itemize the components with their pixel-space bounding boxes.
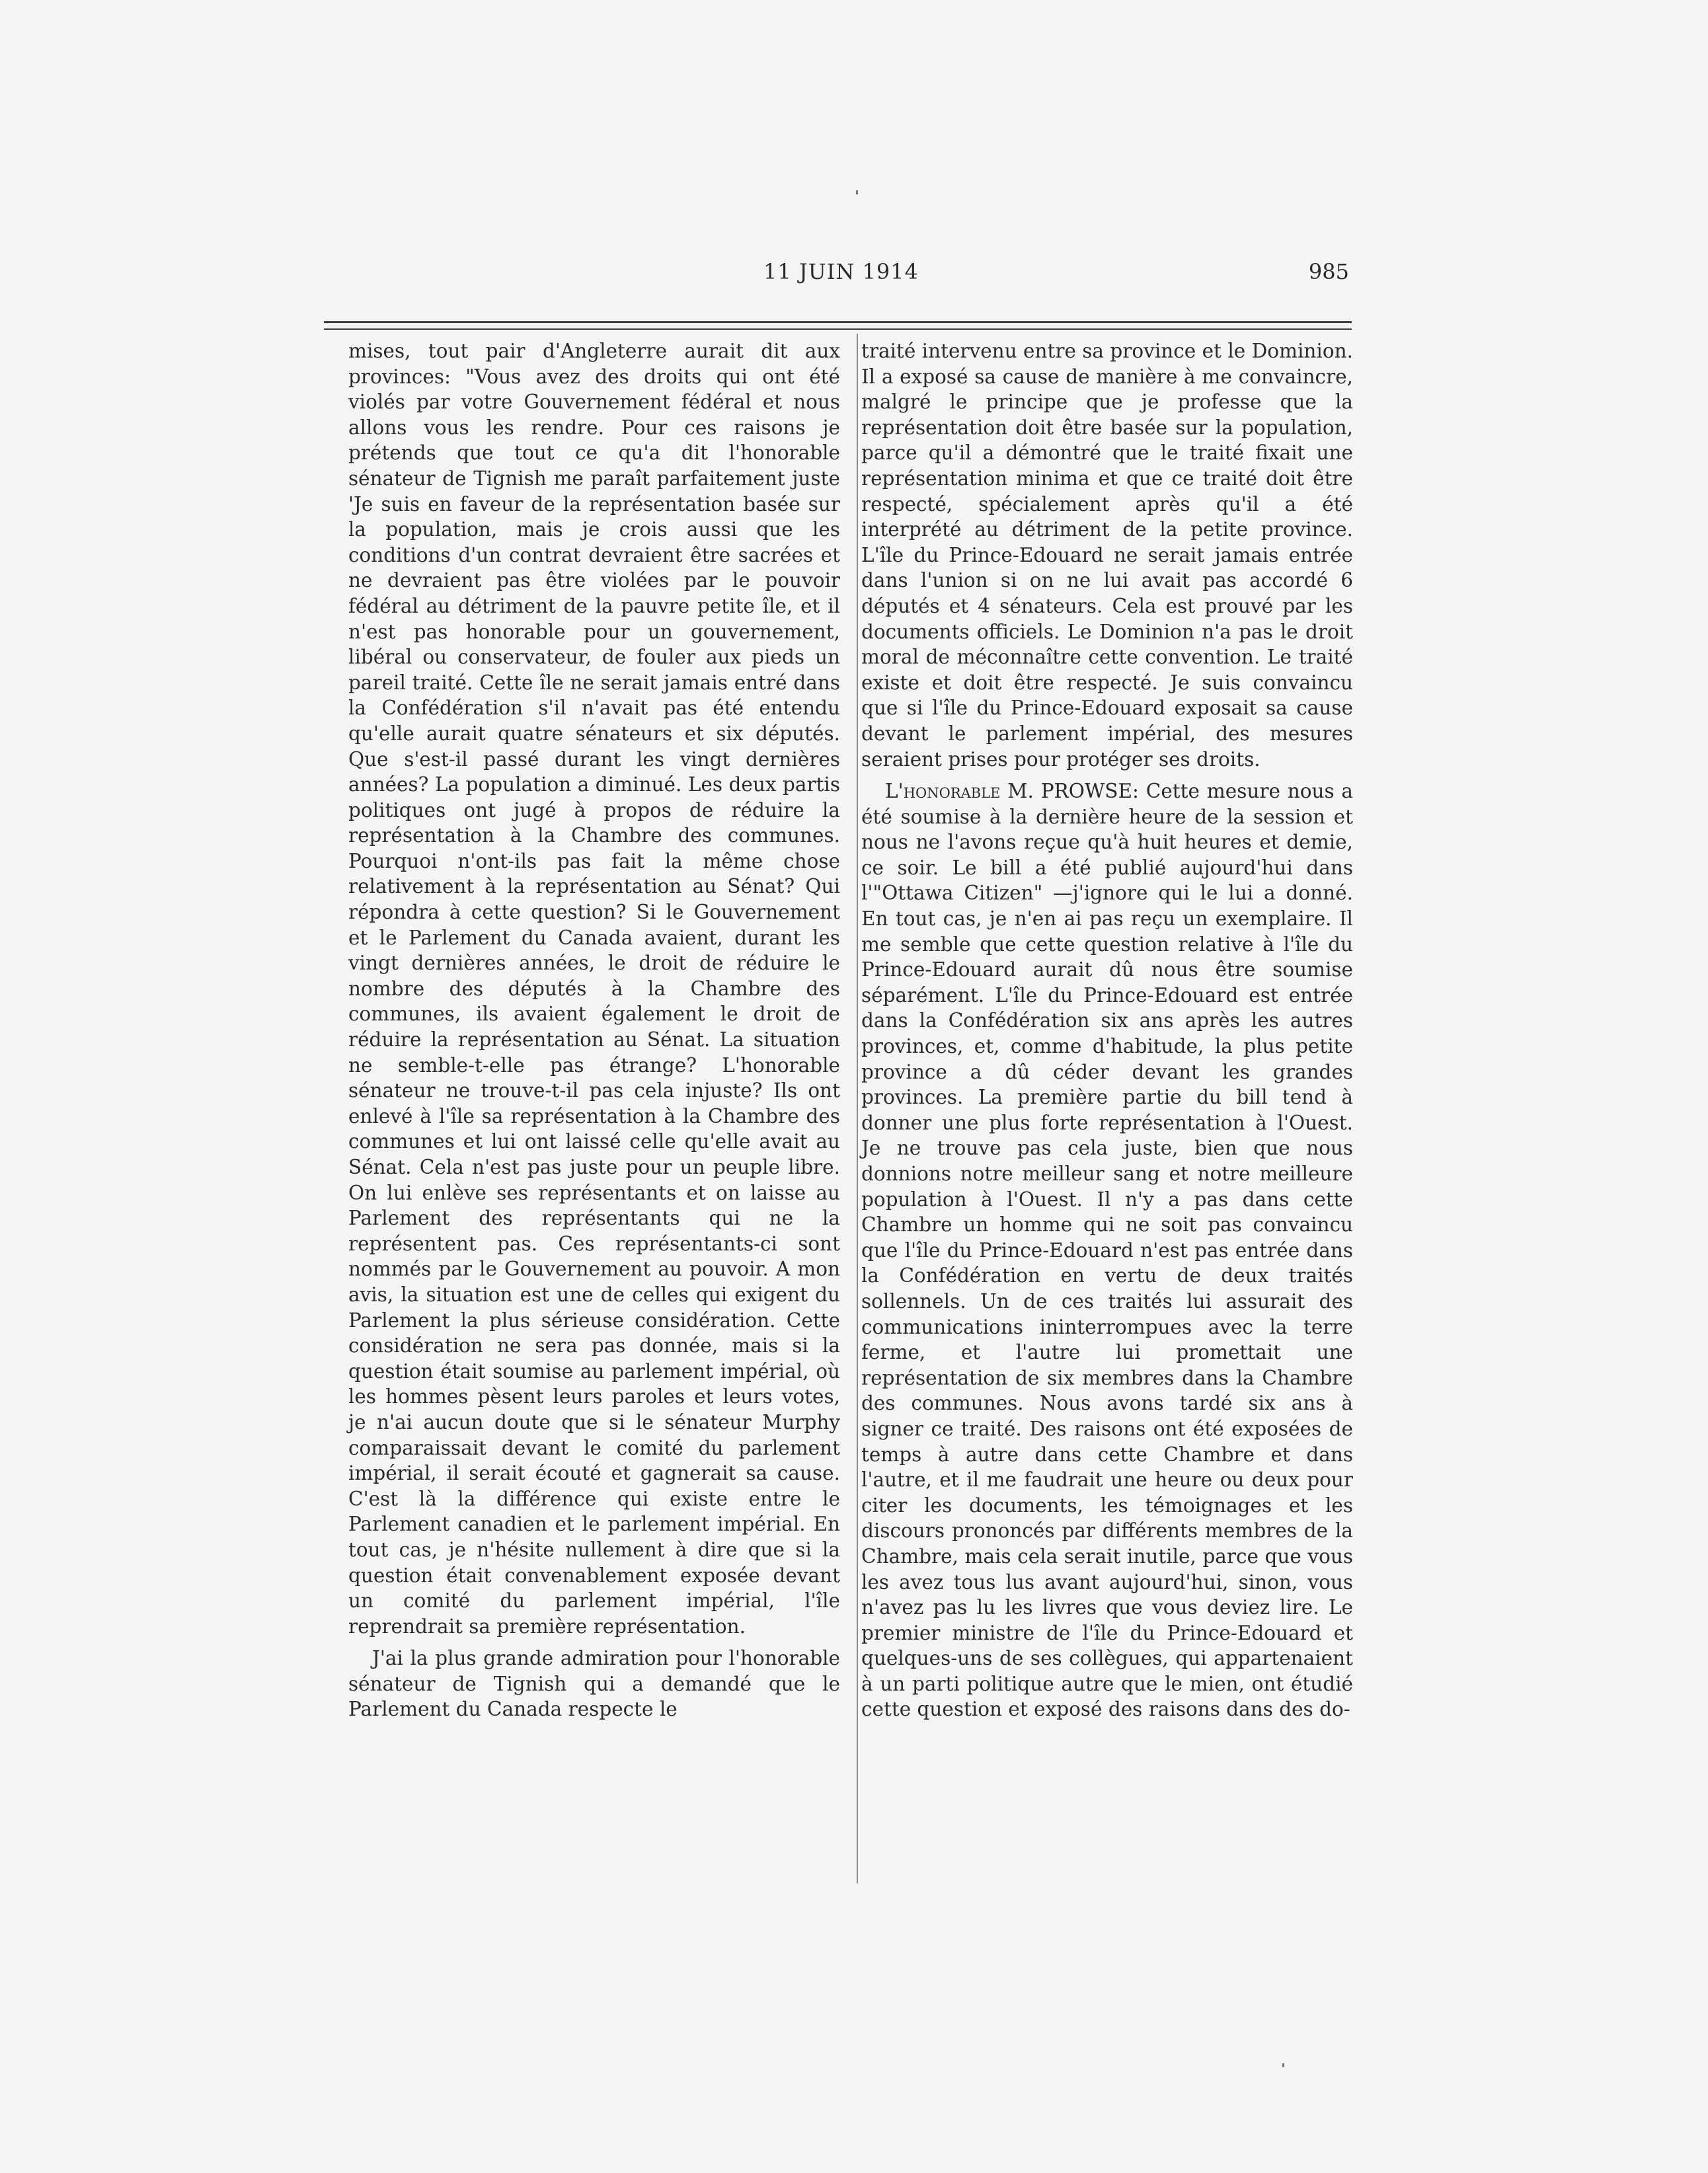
page-number: 985 [1308, 259, 1349, 284]
running-header [330, 259, 1352, 293]
left-column [348, 338, 840, 1722]
right-column [861, 338, 1353, 1722]
print-speck [856, 190, 858, 194]
print-speck [1282, 2063, 1284, 2067]
left-paragraph-2: J'ai la plus grande admiration pour l'honorable sénateur de Tignish qui a demandé que le Parlement du Canada respecte le [348, 1647, 840, 1721]
right-paragraph-2 [861, 779, 1353, 1722]
header-rule-bottom [324, 328, 1352, 330]
right-paragraph-1: traité intervenu entre sa province et le Dominion. Il a exposé sa cause de manière à me convaincre, malgré le principe que je professe que la représentation doit être basée sur la population, parce qu'il a démontré que le traité fixait une représentation minima et que ce traité doit être respecté, spécialement après qu'il a été interprété au détriment de la petite province. L'île du Prince-Edouard ne serait jamais entrée dans l'union si on ne lui avait pas accordé 6 députés et 4 sénateurs. Cela est prouvé par les documents officiels. Le Dominion n'a pas le droit moral de méconnaître cette convention. Le traité existe et doit être respecté. Je suis convaincu que si l'île du Prince-Edouard exposait sa cause devant le parlement impérial, des mesures seraient prises pour protéger ses droits. [861, 340, 1353, 771]
speech-text: Cette mesure nous a été soumise à la dernière heure de la session et nous ne l'avons reçue qu'à huit heures et demie, ce soir. Le bill a été publié aujourd'hui dans l'"Ottawa Citizen" —j'ignore qui le lui a donné. En tout cas, je n'en ai pas reçu un exemplaire. Il me semble que cette question relative à l'île du Prince-Edouard aurait dû nous être soumise séparément. L'île du Prince-Edouard est entrée dans la Confédération six ans après les autres provinces, et, comme d'habitude, la plus petite province a dû céder devant les grandes provinces. La première partie du bill tend à donner une plus forte représentation à l'Ouest. Je ne trouve pas cela juste, bien que nous donnions notre meilleur sang et notre meilleure population à l'Ouest. Il n'y a pas dans cette Chambre un homme qui ne soit pas convaincu que l'île du Prince-Edouard n'est pas entrée dans la Confédération en vertu de deux traités sollennels. Un de ces traités lui assurait des communications ininterrompues avec la terre ferme, et l'autre lui promettait une représentation de six membres dans la Chambre des communes. Nous avons tardé six ans à signer ce traité. Des raisons ont été exposées de temps à autre dans cette Chambre et dans l'autre, et il me faudrait une heure ou deux pour citer les documents, les témoignages et les discours prononcés par différents membres de la Chambre, mais cela serait inutile, parce que vous les avez tous lus avant aujourd'hui, sinon, vous n'avez pas lu les livres que vous deviez lire. Le premier ministre de l'île du Prince-Edouard et quelques-uns de ses collègues, qui appartenaient à un parti politique autre que le mien, ont étudié cette question et exposé des raisons dans des do- [861, 780, 1353, 1721]
column-divider [857, 334, 858, 1884]
left-paragraph-1: mises, tout pair d'Angleterre aurait dit aux provinces: "Vous avez des droits qui ont été violés par votre Gouvernement fédéral et nous allons vous les rendre. Pour ces raisons je prétends que tout ce qu'a dit l'honorable sénateur de Tignish me paraît parfaitement juste 'Je suis en faveur de la représentation basée sur la population, mais je crois aussi que les conditions d'un contrat devraient être sacrées et ne devraient pas être violées par le pouvoir fédéral au détriment de la pauvre petite île, et il n'est pas honorable pour un gouvernement, libéral ou conservateur, de fouler aux pieds un pareil traité. Cette île ne serait jamais entré dans la Confédération s'il n'avait pas été entendu qu'elle aurait quatre sénateurs et six députés. Que s'est-il passé durant les vingt dernières années? La population a diminué. Les deux partis politiques ont jugé à propos de réduire la représentation à la Chambre des communes. Pourquoi n'ont-ils pas fait la même chose relativement à la représentation au Sénat? Qui répondra à cette question? Si le Gouvernement et le Parlement du Canada avaient, durant les vingt dernières années, le droit de réduire le nombre des députés à la Chambre des communes, ils avaient également le droit de réduire la représentation au Sénat. La situation ne semble-t-elle pas étrange? L'honorable sénateur ne trouve-t-il pas cela injuste? Ils ont enlevé à l'île sa représentation à la Chambre des communes et lui ont laissé celle qu'elle avait au Sénat. Cela n'est pas juste pour un peuple libre. On lui enlève ses représentants et on laisse au Parlement des représentants qui ne la représentent pas. Ces représentants-ci sont nommés par le Gouvernement au pouvoir. A mon avis, la situation est une de celles qui exigent du Parlement la plus sérieuse considération. Cette considération ne sera pas donnée, mais si la question était soumise au parlement impérial, où les hommes pèsent leurs paroles et leurs votes, je n'ai aucun doute que si le sénateur Murphy comparaissait devant le comité du parlement impérial, il serait écouté et gagnerait sa cause. C'est là la différence qui existe entre le Parlement canadien et le parlement impérial. En tout cas, je n'hésite nullement à dire que si la question était convenablement exposée devant un comité du parlement impérial, l'île reprendrait sa première représentation. [348, 340, 840, 1638]
page-date: 11 JUIN 1914 [763, 259, 919, 284]
header-rule-top [324, 321, 1352, 323]
speaker-name: L'honorable M. PROWSE: [885, 780, 1139, 803]
